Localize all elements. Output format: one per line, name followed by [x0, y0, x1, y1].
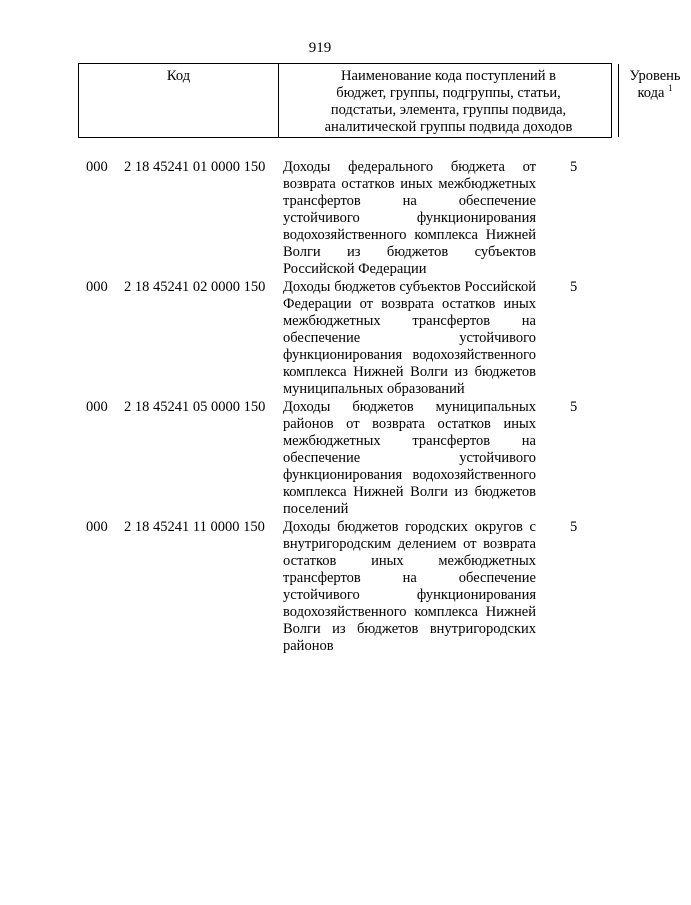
row-level: 5 [570, 519, 578, 535]
row-code: 2 18 45241 02 0000 150 [124, 279, 266, 295]
row-name: Доходы федерального бюджета от возврата остатков иных межбюджетных трансфертов на обеспечение устойчивого функционирования водохозяйственного комплекса Нижней Волги из бюджетов субъектов Российской Федерации [283, 159, 536, 277]
header-code [79, 64, 279, 137]
table-row [78, 279, 612, 398]
header-level [619, 64, 691, 137]
row-name: Доходы бюджетов субъектов Российской Федерации от возврата остатков иных межбюджетных трансфертов на обеспечение устойчивого функционирования водохозяйственного комплекса Нижней Волги из бюджетов муниципальных образований [283, 279, 536, 397]
row-name: Доходы бюджетов муниципальных районов от возврата остатков иных межбюджетных трансфертов на обеспечение устойчивого функционирования водохозяйственного комплекса Нижней Волги из бюджетов поселений [283, 399, 536, 517]
row-name: Доходы бюджетов городских округов с внутригородским делением от возврата остатков иных межбюджетных трансфертов на обеспечение устойчивого функционирования водохозяйственного комплекса Нижней Волги из бюджетов внутригородских районов [283, 519, 536, 654]
row-prefix: 000 [86, 399, 108, 415]
row-code: 2 18 45241 01 0000 150 [124, 159, 266, 175]
row-code: 2 18 45241 05 0000 150 [124, 399, 266, 415]
row-level: 5 [570, 279, 578, 295]
row-level: 5 [570, 399, 578, 415]
table-row [78, 519, 612, 655]
table-row [78, 399, 612, 518]
header-code-label: Код [166, 68, 191, 84]
footnote-marker: 1 [668, 83, 673, 94]
page-number: 919 [308, 40, 332, 56]
row-prefix: 000 [86, 279, 108, 295]
row-prefix: 000 [86, 159, 108, 175]
header-level-label: Уровень кода [629, 68, 681, 101]
header-name-label: Наименование кода поступлений в бюджет, группы, подгруппы, статьи, подстатьи, элемента, группы подвида, аналитической группы подвида доходов [324, 68, 573, 135]
row-level: 5 [570, 159, 578, 175]
table-header [78, 63, 681, 138]
row-code: 2 18 45241 11 0000 150 [124, 519, 265, 535]
table-body [78, 159, 612, 656]
table-row [78, 159, 612, 278]
header-name [279, 64, 619, 137]
row-prefix: 000 [86, 519, 108, 535]
